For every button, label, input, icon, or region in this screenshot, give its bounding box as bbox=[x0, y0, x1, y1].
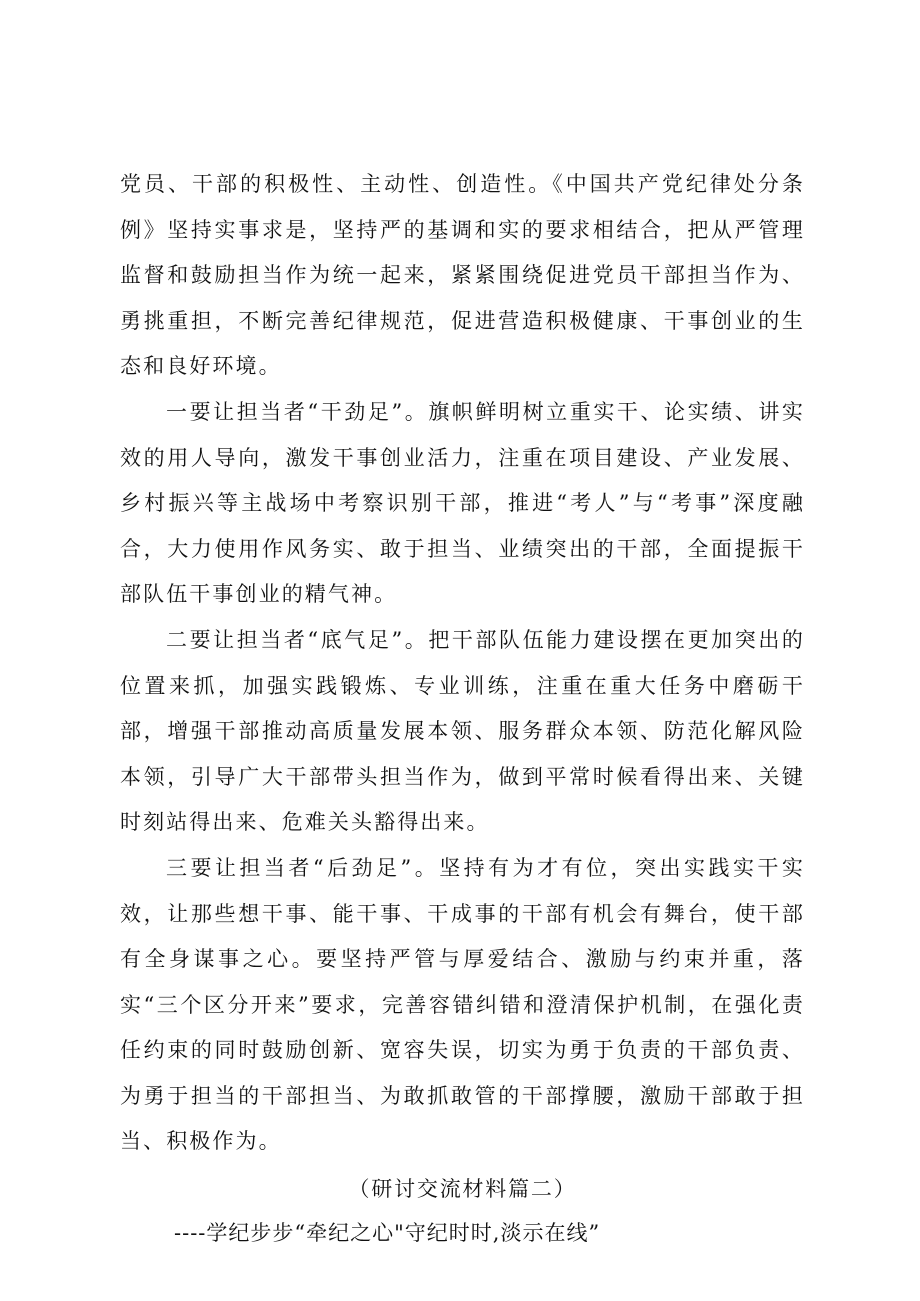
paragraph-point-two: 二要让担当者“底气足”。把干部队伍能力建设摆在更加突出的位置来抓，加强实践锻炼、专业训练，注重在重大任务中磨砺干部，增强干部推动高质量发展本领、服务群众本领、防范化解风险本领，引导广大干部带头担当作为，做到平常时候看得出来、关键时刻站得出来、危难关头豁得出来。 bbox=[120, 627, 805, 835]
section-tagline: ----学纪步步“牵纪之心"守纪时时,淡示在线” bbox=[174, 1221, 601, 1246]
paragraph-point-one: 一要让担当者“干劲足”。旗帜鲜明树立重实干、论实绩、讲实效的用人导向，激发干事创业活力，注重在项目建设、产业发展、乡村振兴等主战场中考察识别干部，推进“考人”与“考事”深度融合，大力使用作风务实、敢于担当、业绩突出的干部，全面提振干部队伍干事创业的精气神。 bbox=[120, 399, 805, 607]
paragraph-intro: 党员、干部的积极性、主动性、创造性。《中国共产党纪律处分条例》坚持实事求是，坚持严的基调和实的要求相结合，把从严管理监督和鼓励担当作为统一起来，紧紧围绕促进党员干部担当作为、勇挑重担，不断完善纪律规范，促进营造积极健康、干事创业的生态和良好环境。 bbox=[120, 172, 805, 379]
section-subtitle: （研讨交流材料篇二） bbox=[348, 1177, 577, 1202]
document-body bbox=[120, 162, 805, 1255]
paragraph-point-three: 三要让担当者“后劲足”。坚持有为才有位，突出实践实干实效，让那些想干事、能干事、干成事的干部有机会有舞台，使干部有全身谋事之心。要坚持严管与厚爱结合、激励与约束并重，落实“三个区分开来”要求，完善容错纠错和澄清保护机制，在强化责任约束的同时鼓励创新、宽容失误，切实为勇于负责的干部负责、为勇于担当的干部担当、为敢抓敢管的干部撑腰，激励干部敢于担当、积极作为。 bbox=[120, 855, 805, 1154]
